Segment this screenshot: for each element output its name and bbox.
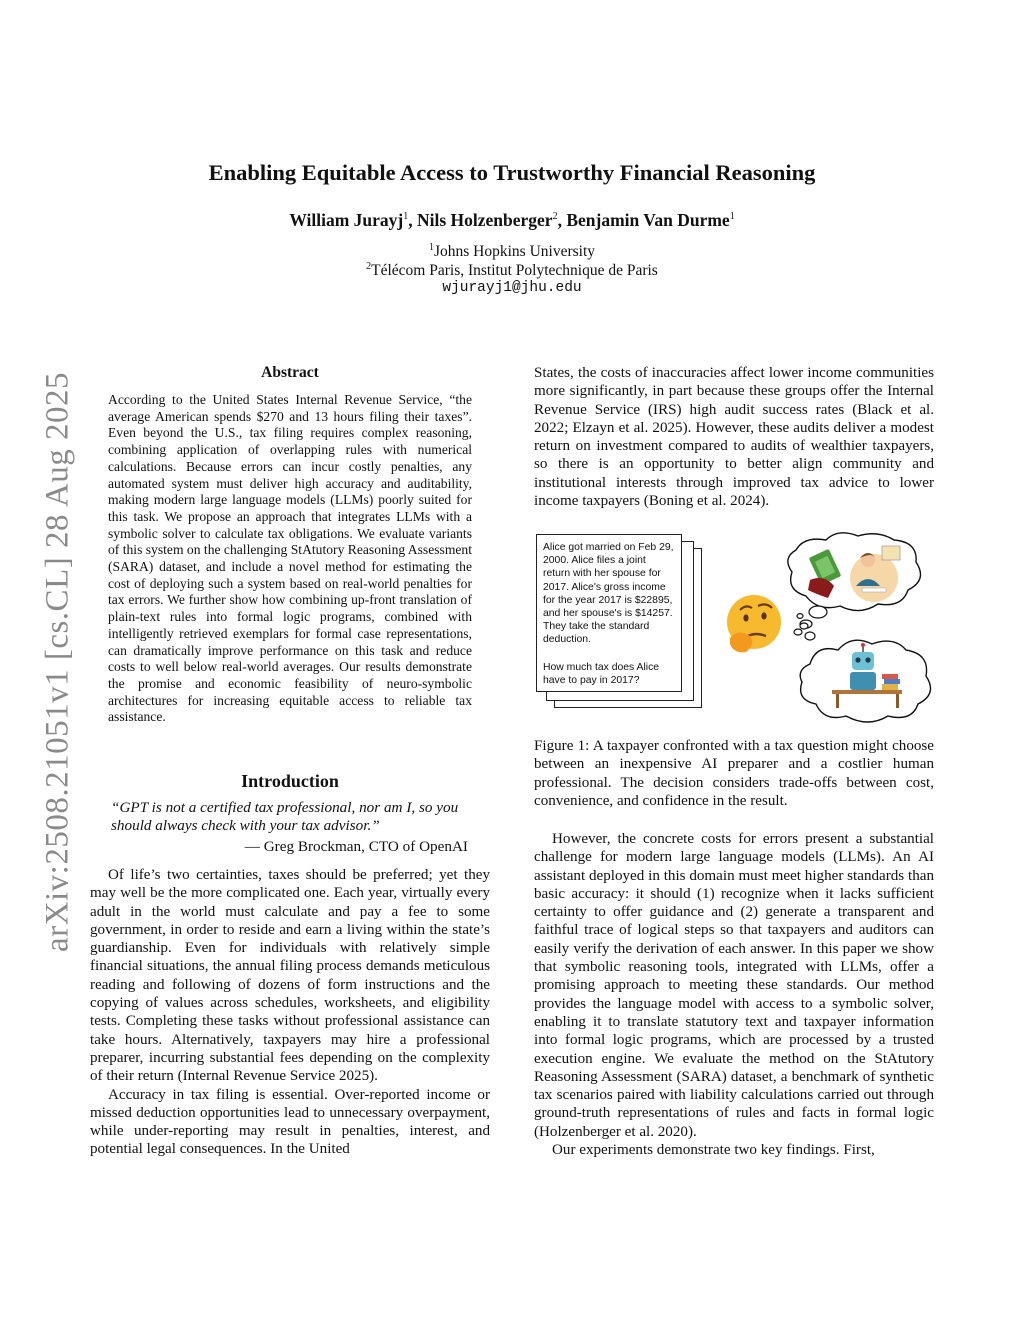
author-email: wjurayj1@jhu.edu bbox=[442, 280, 582, 296]
tax-advisor-icon bbox=[850, 546, 900, 602]
author-separator: , bbox=[557, 210, 567, 230]
affiliation-mark: 1 bbox=[428, 242, 434, 253]
author-separator: , bbox=[408, 210, 417, 230]
thinking-face-icon bbox=[727, 595, 781, 652]
arxiv-identifier: arXiv:2508.21051v1 [cs.CL] 28 Aug 2025 bbox=[39, 372, 76, 952]
tax-question-card bbox=[536, 534, 682, 692]
desk-icon bbox=[832, 674, 902, 708]
money-icon bbox=[808, 549, 841, 598]
paragraph: Accuracy in tax filing is essential. Over-reported income or missed deduction opportunities lead to unnecessary overpayment, while under-reporting may result in penalties, interest, and potential legal consequences. In the United bbox=[90, 1086, 490, 1158]
author-name: Nils Holzenberger bbox=[416, 210, 553, 230]
thought-bubbles-lower bbox=[797, 614, 815, 640]
thought-bubbles-upper bbox=[794, 606, 827, 635]
author-name: Benjamin Van Durme bbox=[566, 210, 730, 230]
affiliation bbox=[0, 261, 1024, 280]
author-affiliation-mark: 1 bbox=[403, 211, 409, 223]
right-column-bottom bbox=[534, 830, 934, 1159]
affiliation bbox=[0, 242, 1024, 261]
paper-title: Enabling Equitable Access to Trustworthy Financial Reasoning bbox=[208, 160, 816, 185]
ai-preparer-cloud bbox=[800, 640, 930, 722]
tax-question-text: How much tax does Alice have to pay in 2017? bbox=[543, 661, 660, 686]
epigraph-attribution: — Greg Brockman, CTO of OpenAI bbox=[244, 838, 468, 855]
figure-caption: Figure 1: A taxpayer confronted with a tax question might choose between an inexpensive AI preparer and a costlier human professional. The decision considers trade-offs between cost, convenience, and confidence in the result. bbox=[534, 738, 934, 809]
introduction-body bbox=[90, 866, 490, 1159]
author-name: William Jurayj bbox=[289, 210, 404, 230]
right-column-top bbox=[534, 364, 934, 510]
author-affiliation-mark: 2 bbox=[552, 211, 558, 223]
affiliation-name: Johns Hopkins University bbox=[433, 243, 596, 261]
robot-icon bbox=[850, 643, 876, 690]
figure-1 bbox=[534, 532, 934, 732]
affiliation-mark: 2 bbox=[366, 261, 372, 272]
paragraph: Our experiments demonstrate two key findings. First, bbox=[552, 1142, 875, 1159]
human-professional-cloud bbox=[788, 533, 921, 611]
epigraph-quote: “GPT is not a certified tax professional, nor am I, so you should always check with your tax advisor.” bbox=[111, 799, 459, 834]
author-list bbox=[0, 210, 1024, 231]
paragraph: States, the costs of inaccuracies affect lower income communities more significantly, in part because these groups offer the Internal Revenue Service (IRS) high audit success rates (Black et al. 2022; Elzayn et al. 2025). However, these audits deliver a modest return on investment compared to audits of wealthier taxpayers, so there is an opportunity to better align community and institutional interests through improved tax advice to lower income taxpayers (Boning et al. 2024). bbox=[534, 365, 934, 510]
introduction-heading: Introduction bbox=[241, 771, 339, 791]
author-affiliation-mark: 1 bbox=[729, 211, 735, 223]
tax-scenario-text: Alice got married on Feb 29, 2000. Alice files a joint return with her spouse for 2017. Alice's gross income for the year 2017 is $22895, and her spouse's is $14257. They take the standard deduction. bbox=[543, 542, 674, 646]
affiliation-name: Télécom Paris, Institut Polytechnique de Paris bbox=[371, 262, 658, 280]
abstract-heading: Abstract bbox=[261, 364, 319, 381]
paragraph: However, the concrete costs for errors present a substantial challenge for modern large language models (LLMs). An AI assistant deployed in this domain must meet higher standards than basic accuracy: it should (1) recognize when it lacks sufficient certainty to offer guidance and (2) generate a transparent and faithful trace of logical steps so that taxpayers and auditors can easily verify the derivation of each answer. In this paper we show that symbolic reasoning tools, integrated with LLMs, offer a promising approach to meeting these standards. Our method provides the language model with access to a symbolic solver, enabling it to translate statutory text and taxpayer information into formal logic programs, which are processed by a trusted execution engine. We evaluate the method on the StAtutory Reasoning Assessment (SARA) dataset, a benchmark of synthetic tax scenarios paired with liability calculations carried out through ground-truth representations of rules and facts in formal logic (Holzenberger et al. 2020). bbox=[534, 831, 934, 1140]
abstract-text: According to the United States Internal Revenue Service, “the average American spends $270 and 13 hours filing their taxes”. Even beyond the U.S., tax filing requires complex reasoning, combining application of overlapping rules with numerical calculations. Because errors can incur costly penalties, any automated system must deliver high accuracy and auditability, making modern large language models (LLMs) poorly suited for this task. We propose an approach that integrates LLMs with a symbolic solver to calculate tax obligations. We evaluate variants of this system on the challenging StAtutory Reasoning Assessment (SARA) dataset, and include a novel method for estimating the cost of deploying such a system based on real-world penalties for tax errors. We further show how combining up-front translation of plain-text rules into formal logic programs, combined with intelligently retrieved exemplars for formal case representations, can dramatically improve performance on this task and reduce costs to well below real-world averages. Our results demonstrate the promise and economic feasibility of neuro-symbolic architectures for increasing equitable access to reliable tax assistance. bbox=[108, 392, 472, 725]
paragraph: Of life’s two certainties, taxes should be preferred; yet they may well be the more complicated one. Each year, virtually every adult in the world must calculate and pay a fee to some government, in order to reside and earn a living within the state’s guardianship. Even for individuals with relatively simple financial situations, the annual filing process demands meticulous reading and following of dozens of form instructions and the copying of values across schedules, worksheets, and eligibility tests. Completing these tasks without professional assistance can take hours. Alternatively, taxpayers may hire a professional preparer, incurring substantial fees depending on the complexity of their return (Internal Revenue Service 2025). bbox=[90, 867, 490, 1085]
